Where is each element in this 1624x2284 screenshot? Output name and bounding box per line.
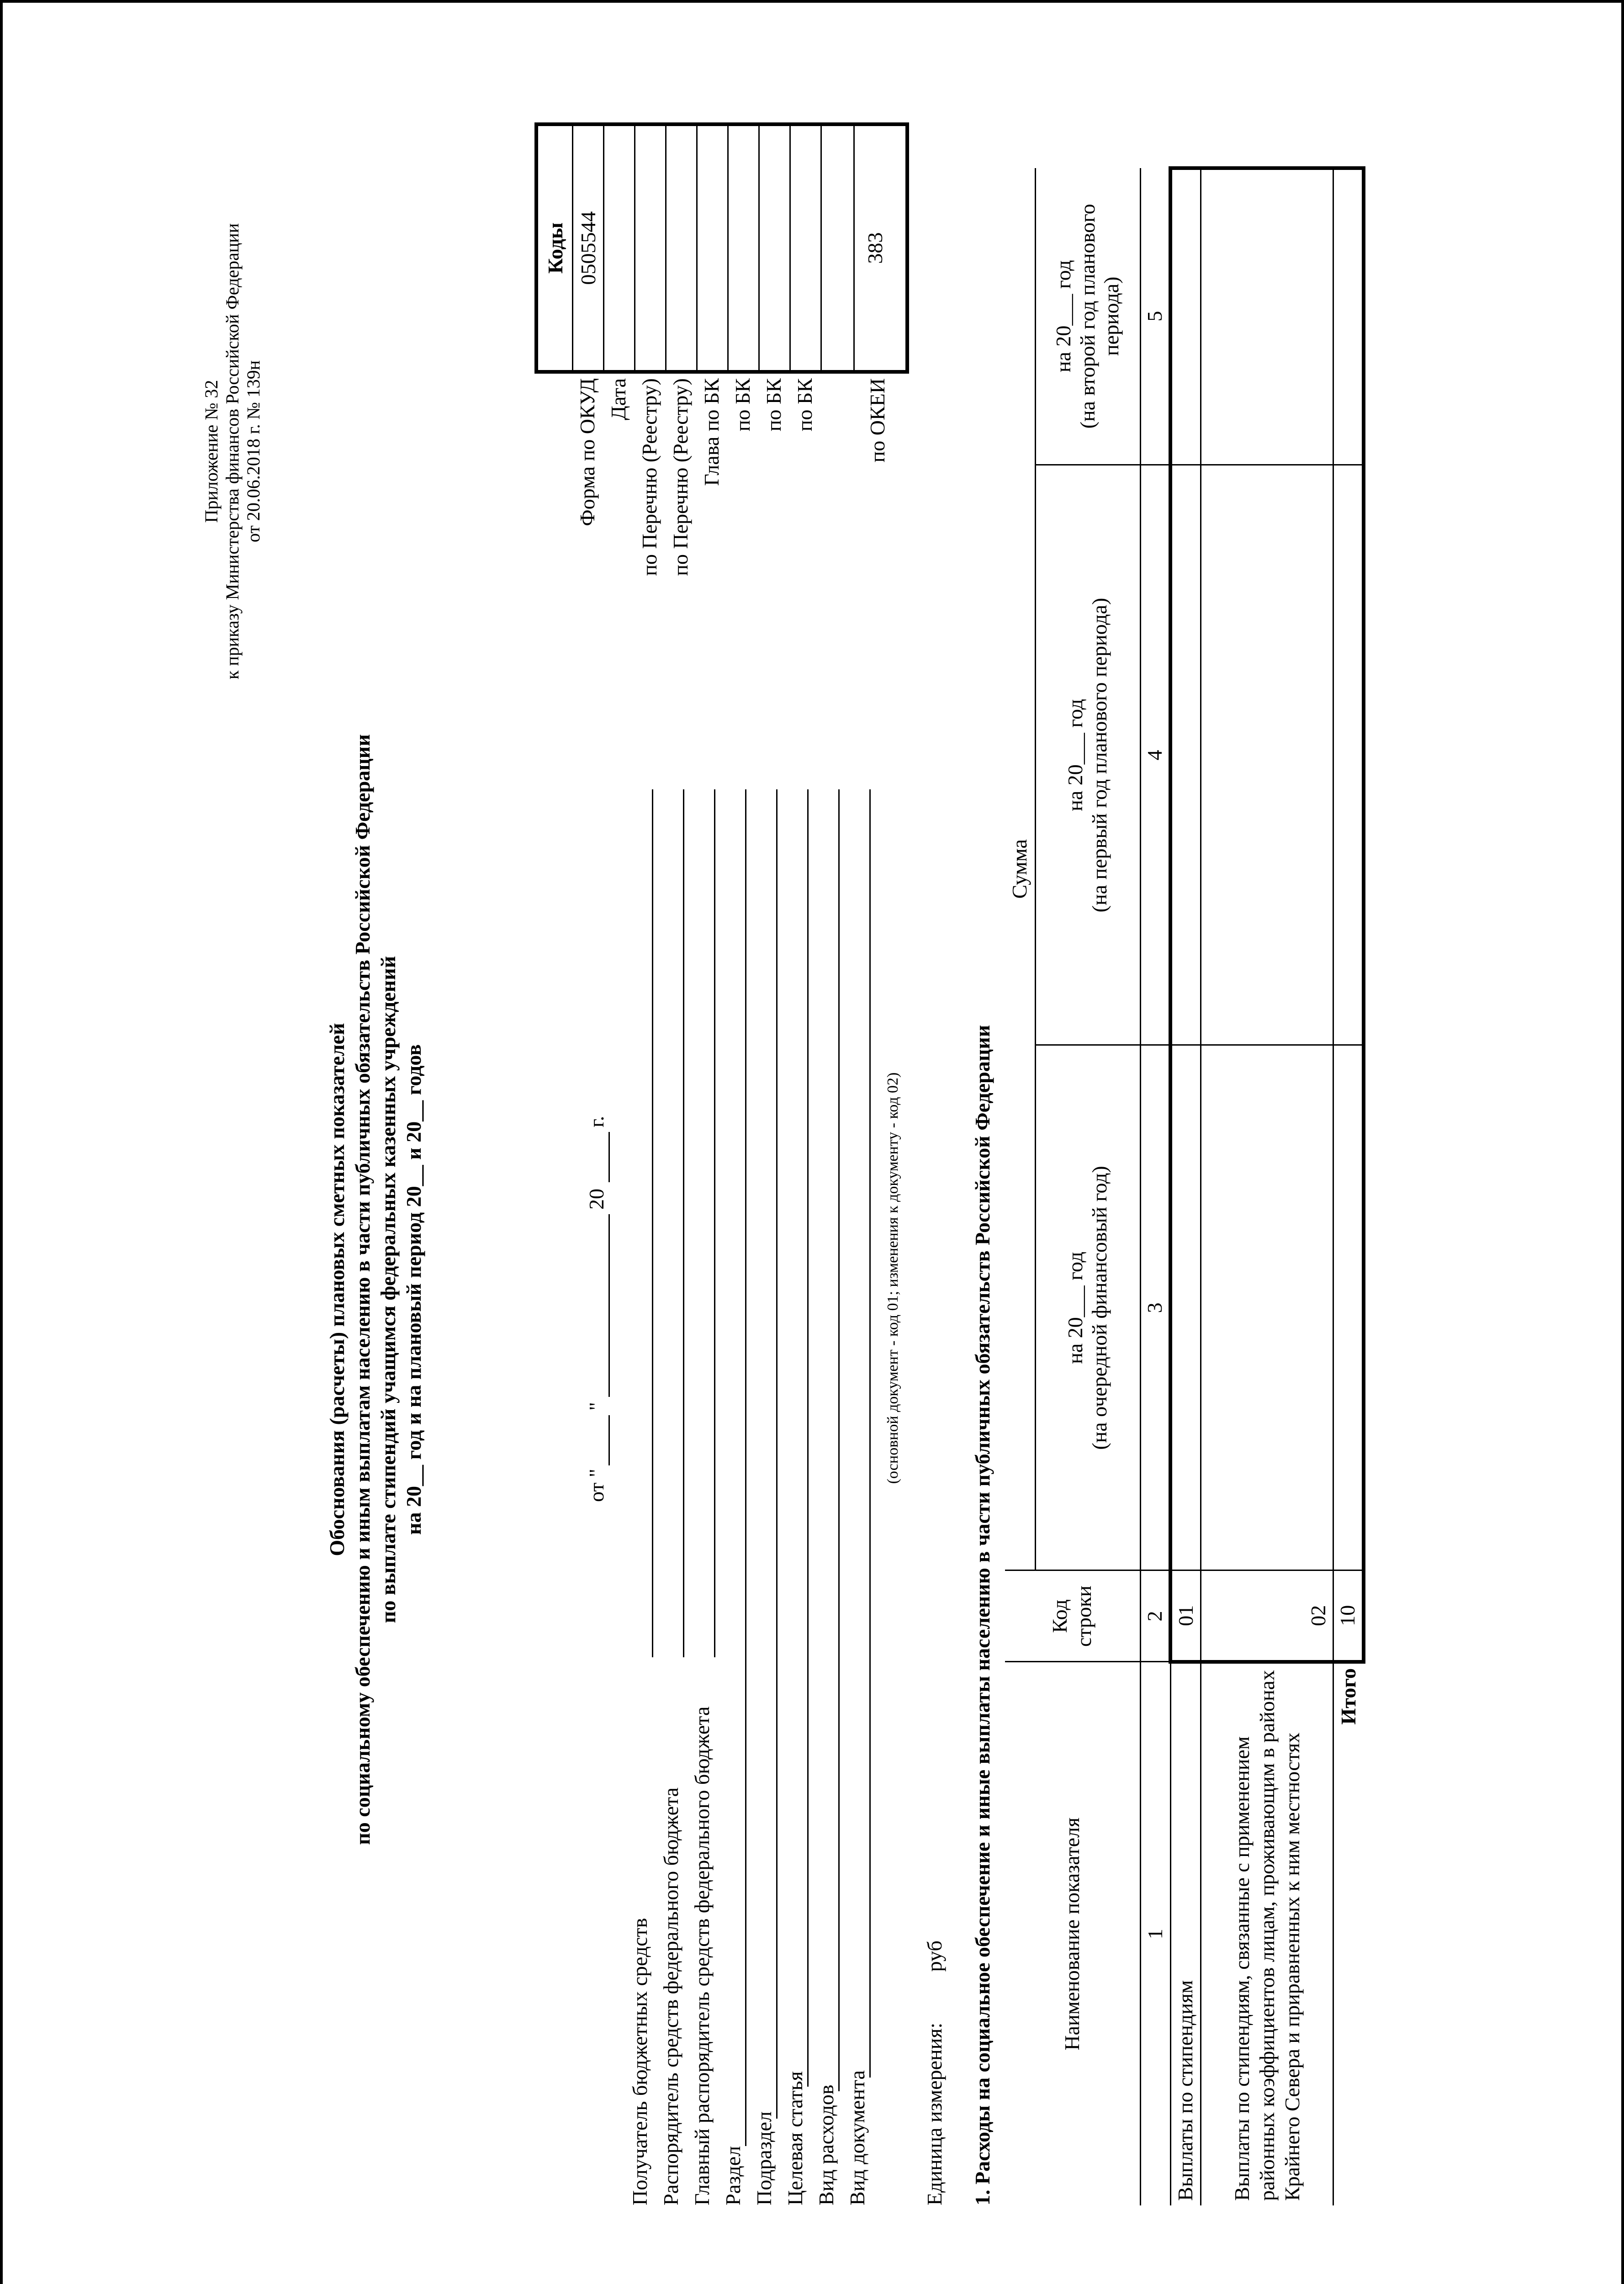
field-label: Получатель бюджетных средств	[628, 1918, 651, 2205]
document-type-note: (основной документ - код 01; изменения к документу - код 02)	[884, 1072, 901, 1484]
field-recipient	[628, 789, 656, 2205]
field-line	[652, 789, 653, 1657]
row-code: 02	[1201, 1570, 1333, 1662]
unit-of-measure	[923, 1794, 947, 2205]
row-value-y2[interactable]	[1170, 465, 1201, 1045]
col-year3-label: на 20___ год	[1051, 260, 1075, 373]
header-row-1	[1005, 168, 1035, 2205]
date-month-blank	[608, 1214, 610, 1397]
document-title	[324, 456, 427, 2123]
appendix-block	[201, 132, 264, 771]
col-year1-sublabel: (на очередной финансовый год)	[1088, 1166, 1111, 1450]
column-number-5: 5	[1140, 168, 1170, 465]
col-sum-header	[1005, 168, 1035, 1570]
column-number-row	[1140, 168, 1170, 2205]
field-label: Вид документа	[846, 2070, 869, 2205]
field-document-type	[846, 789, 873, 2205]
total-label: Итого	[1337, 1668, 1360, 1725]
date-line	[585, 954, 612, 1502]
column-number-2: 2	[1140, 1570, 1170, 1662]
code-label-registry-1: по Перечню (Реестру)	[638, 378, 661, 576]
total-value-y2[interactable]	[1333, 465, 1364, 1045]
column-number-3: 3	[1140, 1045, 1170, 1570]
appendix-line-3: от 20.06.2018 г. № 139н	[243, 360, 264, 543]
field-manager	[659, 789, 687, 2205]
column-number-1: 1	[1140, 1662, 1170, 2205]
field-label: Вид расходов	[815, 2084, 838, 2205]
unit-label: Единица измерения:	[923, 2022, 946, 2205]
col-sum-label: Сумма	[1007, 839, 1031, 899]
codes-divider	[572, 126, 573, 370]
col-year3-header	[1035, 168, 1140, 465]
row-value-y2[interactable]	[1201, 465, 1333, 1045]
field-label: Раздел	[721, 2146, 745, 2205]
codes-divider	[758, 126, 760, 370]
total-value-y3[interactable]	[1333, 168, 1364, 465]
row-value-y3[interactable]	[1201, 168, 1333, 465]
document-sheet	[64, 104, 1370, 2215]
field-line	[683, 789, 684, 1657]
col-code-label: Код строки	[1048, 1585, 1096, 1647]
col-name-label: Наименование показателя	[1060, 1817, 1084, 2051]
field-target-item	[783, 789, 811, 2205]
codes-divider	[789, 126, 791, 370]
unit-value: руб	[923, 1940, 946, 1972]
expenses-table	[1005, 166, 1365, 2205]
table-row	[1170, 168, 1201, 2205]
date-suffix: г.	[585, 1116, 608, 1127]
field-label: Распорядитель средств федерального бюджета	[659, 1787, 682, 2205]
field-line	[776, 789, 778, 2119]
codes-divider	[696, 126, 698, 370]
appendix-line-2: к приказу Министерства финансов Российской Федерации	[222, 223, 243, 680]
table-row	[1201, 168, 1333, 2205]
field-label: Главный распорядитель средств федерального бюджета	[690, 1706, 714, 2205]
frame-top	[0, 0, 1624, 3]
date-prefix: от "	[585, 1469, 608, 1502]
codes-divider	[634, 126, 635, 370]
code-label-bk-1: по БК	[731, 378, 754, 432]
field-section	[721, 789, 749, 2205]
section-1-title: 1. Расходы на социальное обеспечение и иные выплаты населению в части публичных обязательств Российской Федерации	[971, 1025, 994, 2205]
col-code-header	[1005, 1570, 1140, 1662]
code-label-okei: по ОКЕИ	[866, 378, 889, 463]
title-line-2: по социальному обеспечению и иным выплатам населению в части публичных обязательств Российской Федерации	[351, 734, 375, 1845]
field-label: Подраздел	[752, 2111, 776, 2205]
frame-right	[1621, 0, 1624, 2284]
field-label: Целевая статья	[783, 2071, 807, 2205]
date-year: 20	[585, 1189, 608, 1210]
col-year2-header	[1035, 465, 1140, 1045]
fields-block	[628, 789, 884, 2205]
row-name: Выплаты по стипендиям, связанные с применением районных коэффициентов лицам, проживающим в районах Крайнего Севера и приравненных к ним местностях	[1201, 1662, 1333, 2205]
codes-divider	[853, 126, 855, 370]
date-mid-quote: "	[585, 1402, 608, 1411]
field-line	[807, 789, 809, 2087]
total-value-y1[interactable]	[1333, 1045, 1364, 1570]
col-year3-sublabel: (на второй год планового периода)	[1075, 204, 1123, 429]
codes-box	[534, 122, 909, 826]
code-value-okei: 383	[863, 232, 887, 264]
field-expense-type	[815, 789, 842, 2205]
row-value-y1[interactable]	[1201, 1045, 1333, 1570]
title-line-3: по выплате стипендий учащимся федеральных казенных учреждений	[376, 956, 400, 1623]
code-label-registry-2: по Перечню (Реестру)	[669, 378, 692, 576]
field-line	[838, 789, 840, 2091]
code-label-bk-3: по БК	[793, 378, 816, 432]
col-name-header	[1005, 1662, 1140, 2205]
codes-divider	[665, 126, 667, 370]
field-line	[869, 789, 871, 2078]
row-value-y1[interactable]	[1170, 1045, 1201, 1570]
total-code: 10	[1333, 1570, 1364, 1662]
date-year-blank	[608, 1132, 610, 1182]
codes-table	[534, 122, 909, 374]
title-line-1: Обоснования (расчеты) плановых сметных показателей	[325, 1023, 349, 1556]
code-label-okud: Форма по ОКУД	[576, 378, 599, 526]
codes-divider	[820, 126, 822, 370]
date-day-blank	[608, 1415, 610, 1465]
appendix-line-1: Приложение № 32	[201, 380, 222, 523]
code-label-bk-2: по БК	[762, 378, 785, 432]
col-year1-header	[1035, 1045, 1140, 1570]
row-value-y3[interactable]	[1170, 168, 1201, 465]
field-line	[714, 789, 715, 1657]
codes-divider	[603, 126, 604, 370]
codes-header: Коды	[544, 222, 567, 274]
code-value-okud: 0505544	[577, 211, 600, 285]
column-number-4: 4	[1140, 465, 1170, 1045]
field-line	[745, 789, 746, 2146]
row-name: Выплаты по стипендиям	[1170, 1662, 1201, 2205]
frame-left	[0, 0, 3, 2284]
col-year2-label: на 20___ год	[1063, 699, 1087, 811]
total-row	[1333, 168, 1364, 2205]
col-year2-sublabel: (на первый год планового периода)	[1088, 597, 1111, 913]
col-year1-label: на 20___ год	[1063, 1252, 1087, 1364]
title-line-4: на 20__ год и на плановый период 20__ и 20__ годов	[402, 1044, 426, 1535]
code-label-date: Дата	[607, 378, 630, 420]
field-subsection	[752, 789, 780, 2205]
row-code: 01	[1170, 1570, 1201, 1662]
code-label-chapter-bk: Глава по БК	[700, 378, 723, 486]
codes-divider	[727, 126, 729, 370]
field-chief-manager	[690, 789, 718, 2205]
